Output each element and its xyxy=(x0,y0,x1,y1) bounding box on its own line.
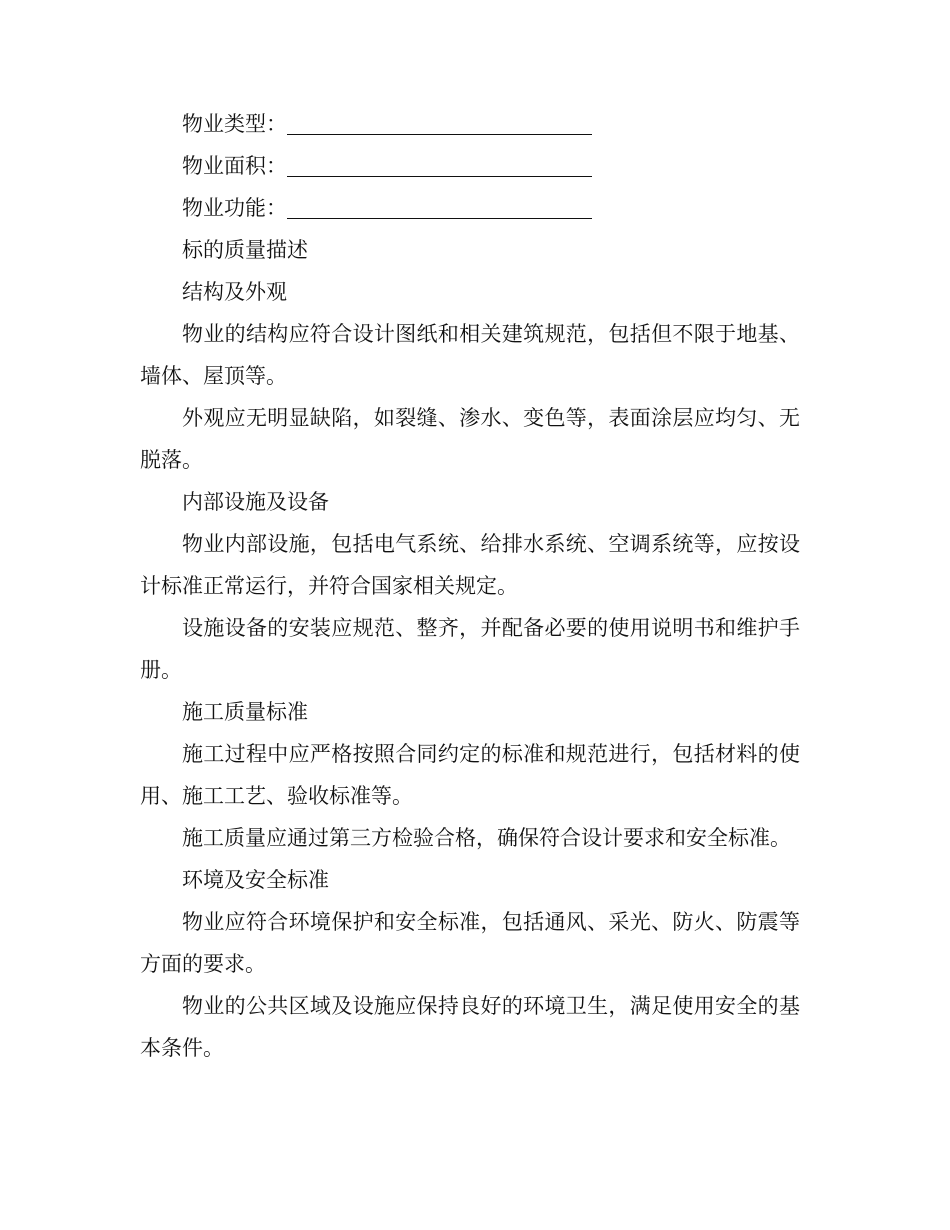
field-label: 物业面积： xyxy=(182,154,287,178)
paragraph-appearance: 外观应无明显缺陷，如裂缝、渗水、变色等，表面涂层应均匀、无脱落。 xyxy=(140,406,800,472)
field-label: 物业功能： xyxy=(182,196,287,220)
paragraph-construction-process: 施工过程中应严格按照合同约定的标准和规范进行，包括材料的使用、施工工艺、验收标准等。 xyxy=(140,742,800,808)
section-heading-quality: 标的质量描述 xyxy=(182,238,308,262)
field-property-type xyxy=(140,103,800,145)
paragraph-facilities: 物业内部设施，包括电气系统、给排水系统、空调系统等，应按设计标准正常运行，并符合国家相关规定。 xyxy=(140,532,800,598)
field-property-function xyxy=(140,187,800,229)
blank-line xyxy=(287,150,592,177)
subsection-heading-environment: 环境及安全标准 xyxy=(182,868,329,892)
subsection-heading-facilities: 内部设施及设备 xyxy=(182,490,329,514)
paragraph-installation: 设施设备的安装应规范、整齐，并配备必要的使用说明书和维护手册。 xyxy=(140,616,800,682)
subsection-heading-structure: 结构及外观 xyxy=(182,280,287,304)
paragraph-structure: 物业的结构应符合设计图纸和相关建筑规范，包括但不限于地基、墙体、屋顶等。 xyxy=(140,322,800,388)
paragraph-environment-standards: 物业应符合环境保护和安全标准，包括通风、采光、防火、防震等方面的要求。 xyxy=(140,910,800,976)
blank-line xyxy=(287,108,592,135)
subsection-heading-construction: 施工质量标准 xyxy=(182,700,308,724)
paragraph-public-areas: 物业的公共区域及设施应保持良好的环境卫生，满足使用安全的基本条件。 xyxy=(140,994,800,1060)
field-property-area xyxy=(140,145,800,187)
document-body xyxy=(140,103,800,1069)
paragraph-construction-inspection: 施工质量应通过第三方检验合格，确保符合设计要求和安全标准。 xyxy=(182,826,791,850)
field-label: 物业类型： xyxy=(182,112,287,136)
blank-line xyxy=(287,192,592,219)
